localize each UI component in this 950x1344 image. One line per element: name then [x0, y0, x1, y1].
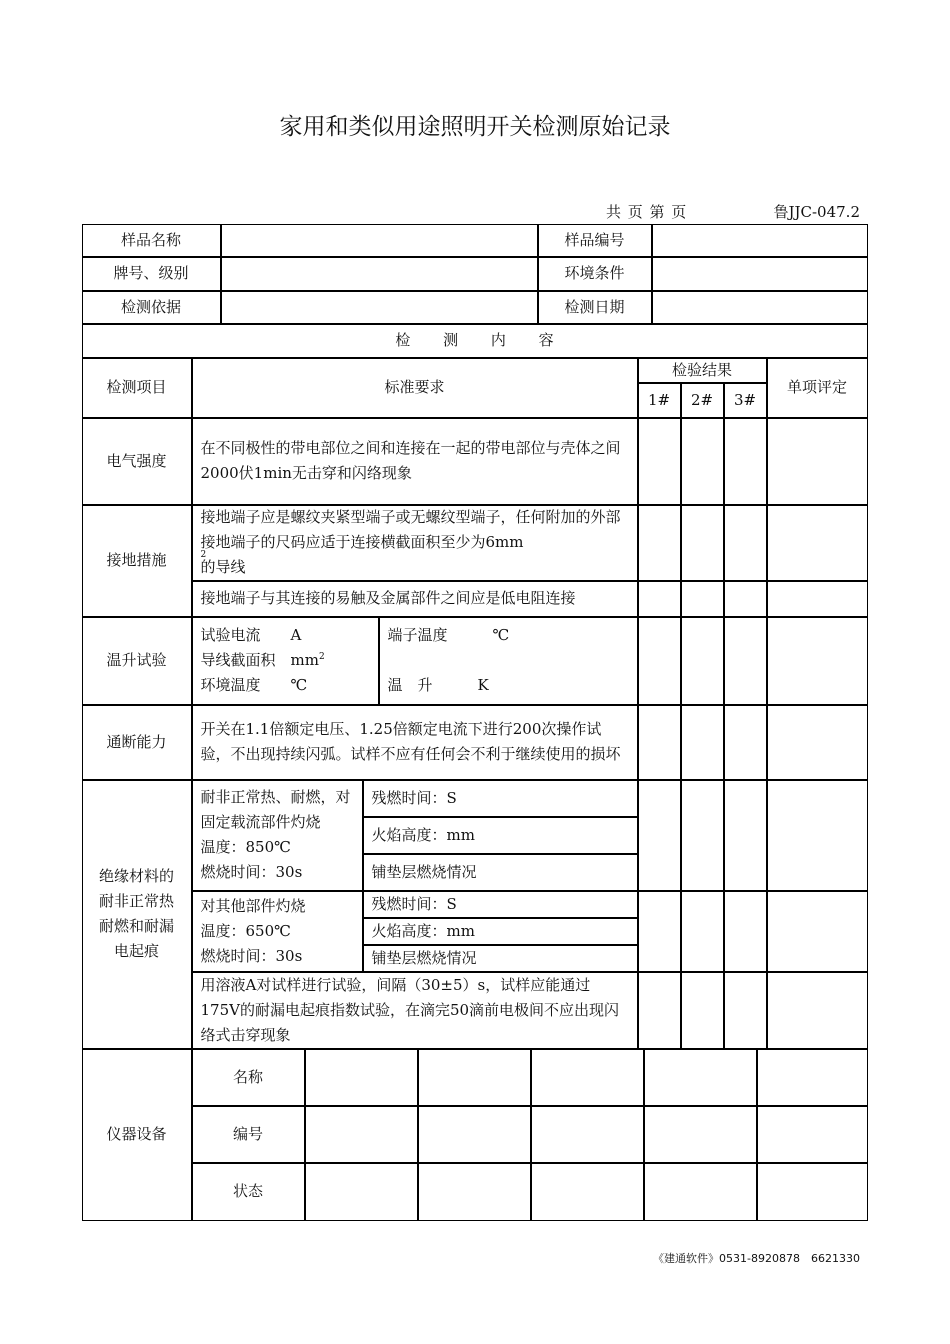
item-temp-rise: 温升试验: [82, 617, 192, 705]
environment-field[interactable]: [652, 257, 868, 291]
result-cell-evaluation[interactable]: [767, 891, 868, 972]
temp-rise-cross-section: 导线截面积 mm: [200, 651, 319, 669]
equipment-cell[interactable]: [644, 1163, 757, 1221]
result-cell-evaluation[interactable]: [767, 505, 868, 581]
equipment-cell[interactable]: [531, 1163, 644, 1221]
desc-line: 对其他部件灼烧: [200, 896, 306, 915]
header-label: 样品名称: [82, 224, 221, 257]
superscript: 2: [318, 652, 325, 662]
result-cell-sample-3[interactable]: [724, 505, 767, 581]
equipment-cell[interactable]: [305, 1163, 418, 1221]
insulation-group1-desc: [192, 780, 363, 891]
result-cell-sample-3[interactable]: [724, 581, 767, 617]
test-date-field[interactable]: [652, 291, 868, 324]
temp-rise-current: 试验电流 A: [200, 626, 302, 644]
equipment-cell[interactable]: [305, 1106, 418, 1163]
sample-name-field[interactable]: [221, 224, 538, 257]
item-insulation: 绝缘材料的耐非正常热耐燃和耐漏电起痕: [82, 780, 192, 1049]
desc-line: 温度：850℃: [200, 838, 291, 856]
test-basis-field[interactable]: [221, 291, 538, 324]
header-label: 环境条件: [538, 257, 652, 291]
requirement-electric-strength: 在不同极性的带电部位之间和连接在一起的带电部位与壳体之间2000伏1min无击穿和闪络现象: [192, 418, 638, 505]
equipment-cell[interactable]: [757, 1049, 868, 1106]
equipment-label-name: 名称: [192, 1049, 305, 1106]
result-cell-sample-1[interactable]: [638, 581, 681, 617]
equipment-label-status: 状态: [192, 1163, 305, 1221]
equipment-cell[interactable]: [644, 1049, 757, 1106]
item-equipment: 仪器设备: [82, 1049, 192, 1221]
result-cell-sample-2[interactable]: [681, 505, 724, 581]
insulation-group2-desc: [192, 891, 363, 972]
column-header-evaluation: 单项评定: [767, 358, 868, 418]
desc-line: 温度：650℃: [200, 921, 291, 940]
page-title: 家用和类似用途照明开关检测原始记录: [279, 114, 671, 140]
desc-line: 燃烧时间：30s: [200, 863, 303, 881]
result-cell-sample-1[interactable]: [638, 705, 681, 780]
insulation-afterflame-1: 残燃时间：S: [363, 780, 638, 817]
header-label: 检测日期: [538, 291, 652, 324]
insulation-layer-2: 铺垫层燃烧情况: [363, 945, 638, 972]
result-cell-sample-1[interactable]: [638, 418, 681, 505]
insulation-flame-height-1: 火焰高度：mm: [363, 817, 638, 854]
result-cell-sample-3[interactable]: [724, 617, 767, 705]
result-cell-sample-2[interactable]: [681, 972, 724, 1049]
column-header-sample-2: 2#: [681, 383, 724, 418]
result-cell-sample-3[interactable]: [724, 705, 767, 780]
requirement-grounding-tail: 的导线: [200, 558, 246, 576]
result-cell-evaluation[interactable]: [767, 617, 868, 705]
result-cell-evaluation[interactable]: [767, 780, 868, 891]
result-cell-sample-2[interactable]: [681, 418, 724, 505]
insulation-afterflame-2: 残燃时间：S: [363, 891, 638, 918]
footer-text: 《建通软件》0531-8920878 6621330: [653, 1252, 860, 1265]
temp-rise-terminal: 端子温度 ℃: [387, 626, 510, 644]
column-header-item: 检测项目: [82, 358, 192, 418]
requirement-grounding-text: 接地端子应是螺纹夹紧型端子或无螺纹型端子，任何附加的外部接地端子的尺码应适于连接横截面积至少为6mm: [200, 508, 621, 551]
column-header-sample-3: 3#: [724, 383, 767, 418]
result-cell-sample-2[interactable]: [681, 617, 724, 705]
column-header-requirement: 标准要求: [192, 358, 638, 418]
sample-number-field[interactable]: [652, 224, 868, 257]
temp-rise-ambient: 环境温度 ℃: [200, 676, 308, 694]
temp-rise-right: [379, 617, 638, 705]
result-cell-sample-1[interactable]: [638, 780, 681, 891]
equipment-cell[interactable]: [418, 1106, 531, 1163]
result-cell-evaluation[interactable]: [767, 972, 868, 1049]
item-grounding: 接地措施: [82, 505, 192, 617]
requirement-breaking: 开关在1.1倍额定电压、1.25倍额定电流下进行200次操作试验，不出现持续闪弧。试样不应有任何会不利于继续使用的损坏: [192, 705, 638, 780]
result-cell-evaluation[interactable]: [767, 581, 868, 617]
result-cell-sample-1[interactable]: [638, 505, 681, 581]
result-cell-sample-3[interactable]: [724, 780, 767, 891]
column-header-result: 检验结果: [638, 358, 767, 383]
column-header-sample-1: 1#: [638, 383, 681, 418]
item-breaking: 通断能力: [82, 705, 192, 780]
equipment-cell[interactable]: [531, 1049, 644, 1106]
result-cell-sample-2[interactable]: [681, 581, 724, 617]
equipment-cell[interactable]: [418, 1163, 531, 1221]
temp-rise-left: [192, 617, 379, 705]
desc-line: 耐非正常热、耐燃，对: [200, 788, 351, 806]
section-title: 检 测 内 容: [82, 324, 868, 358]
equipment-cell[interactable]: [531, 1106, 644, 1163]
equipment-cell[interactable]: [644, 1106, 757, 1163]
brand-grade-field[interactable]: [221, 257, 538, 291]
requirement-grounding-2: 接地端子与其连接的易触及金属部件之间应是低电阻连接: [192, 581, 638, 617]
insulation-flame-height-2: 火焰高度：mm: [363, 918, 638, 945]
header-label: 牌号、级别: [82, 257, 221, 291]
result-cell-sample-3[interactable]: [724, 418, 767, 505]
result-cell-sample-1[interactable]: [638, 891, 681, 972]
desc-line: 燃烧时间：30s: [200, 946, 303, 965]
result-cell-sample-2[interactable]: [681, 891, 724, 972]
equipment-cell[interactable]: [418, 1049, 531, 1106]
desc-line: 固定载流部件灼烧: [200, 813, 321, 831]
result-cell-sample-2[interactable]: [681, 780, 724, 891]
result-cell-sample-3[interactable]: [724, 891, 767, 972]
equipment-cell[interactable]: [305, 1049, 418, 1106]
result-cell-sample-3[interactable]: [724, 972, 767, 1049]
item-electric-strength: 电气强度: [82, 418, 192, 505]
temp-rise-value: 温 升 K: [387, 676, 489, 694]
header-label: 检测依据: [82, 291, 221, 324]
equipment-label-number: 编号: [192, 1106, 305, 1163]
requirement-grounding-1: 接地端子应是螺纹夹紧型端子或无螺纹型端子，任何附加的外部接地端子的尺码应适于连接横截面积至少为6mm 2 的导线: [192, 505, 638, 581]
result-cell-sample-1[interactable]: [638, 972, 681, 1049]
result-cell-sample-1[interactable]: [638, 617, 681, 705]
header-label: 样品编号: [538, 224, 652, 257]
insulation-layer-1: 铺垫层燃烧情况: [363, 854, 638, 891]
document-code: 鲁JJC-047.2: [773, 203, 860, 221]
result-cell-sample-2[interactable]: [681, 705, 724, 780]
equipment-cell[interactable]: [757, 1106, 868, 1163]
result-cell-evaluation[interactable]: [767, 705, 868, 780]
requirement-tracking: 用溶液A对试样进行试验，间隔（30±5）s，试样应能通过175V的耐漏电起痕指数试验，在滴完50滴前电极间不应出现闪络式击穿现象: [192, 972, 638, 1049]
page-info: 共 页 第 页: [606, 203, 688, 221]
result-cell-evaluation[interactable]: [767, 418, 868, 505]
equipment-cell[interactable]: [757, 1163, 868, 1221]
